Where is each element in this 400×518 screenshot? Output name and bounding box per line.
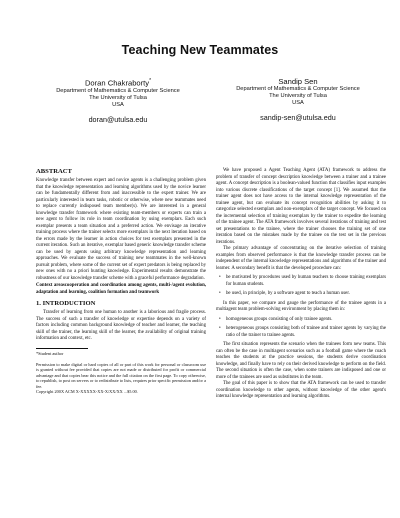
author-marker: * — [149, 78, 152, 84]
copyright-notice: Copyright 200X ACM X-XXXXX-XX-X/XX/XX ...$5.00. — [36, 388, 138, 394]
list-item: • be used, in principle, by a software agent to teach a human user. — [216, 291, 386, 298]
bullet-list — [216, 275, 386, 298]
author-block-2 — [208, 77, 388, 122]
introduction-text: Transfer of learning from one human to another is a laborious and fragile process. The success of such a transfer of knowledge or expertise depends on a variety of factors including common background knowledge of teacher and learner, the teaching skill of the trainer, the learning skill of the learner, the availability of original training information and context, etc. — [36, 310, 206, 341]
paper-title: Teaching New Teammates — [121, 43, 279, 57]
author-university: The University of Tulsa — [89, 94, 147, 101]
footnote-rule — [36, 348, 88, 349]
abstract-text: Knowledge transfer between expert and novice agents is a challenging problem given that the knowledge representation and learning algorithms used by the novice learner can be fundamentally different from and inaccessible to the expert trainer. We are particularly interested in team tasks, robotic or otherwise, where new teammates need to replace currently indisposed team member(s). We are interested in a general knowledge transfer framework where existing team-members or experts can train a new agent to follow its role in team coordination by using exemplars. Each such exemplar presents a team situation and a preferred action. We envisage an iterative training process where the trainer selects more exemplars in the next iteration based on the errors made by the learner in action choices for test exemplars presented in the current iteration. Such an iterative, exemplar based generic knowledge transfer scheme can be used by agents using arbitrary knowledge representation and learning approaches. We evaluate the success of training new teammates in the well-known pursuit problem, where some of the current set of expert predators is being replaced by new ones with no a priori hunting knowledge. Experimental results demonstrate the robustness of our knowledge transfer scheme with a graceful performance degradation. — [36, 178, 206, 281]
paragraph: We have proposed a Agent Teaching Agent (ATA) framework to address the problem of transfer of concept description knowledge between a trainer and a trainee agent. A concept description is a boolean-valued function that classifies input examples into various discrete classifications of the target concept [1]. We assumed that the trainer agent does not have access to the internal knowledge representation of the trainee agent, but can evaluate its concept recognition abilities by asking it to categorize selected exemplars and non-exemplars of the target concept. We focused on the incremental selection of training exemplars by the trainer to expedite the learning of the trainee agent. The ATA framework involves several iterations of training and test set presentations to the trainee, where the trainer chooses the training set of one iteration based on the mistakes made by the trainee on the test set in the previous iterations. — [216, 168, 386, 245]
paragraph: In this paper, we compare and gauge the performance of the trainee agents in a multiagent team problem-solving environment by placing them in: — [216, 300, 386, 312]
author-department: Department of Mathematics & Computer Science — [236, 86, 360, 92]
author-email: doran@utulsa.edu — [88, 114, 148, 124]
right-column — [216, 168, 386, 401]
list-item: • homogeneous groups consisting of only trainee agents. — [216, 317, 386, 324]
author-name: Sandip Sen — [278, 77, 318, 86]
abstract-heading: ABSTRACT — [36, 168, 72, 175]
author-block-1 — [28, 77, 208, 124]
list-item: • be motivated by procedures used by human teachers to choose training exemplars for human students. — [216, 275, 386, 288]
keywords: Context areascooperation and coordination among agents, multi-/agent evolution, adaptation and learning, coalition formation and teamwork — [36, 283, 206, 295]
author-country: USA — [292, 100, 304, 106]
author-name: Doran Chakraborty* — [84, 78, 152, 88]
list-item: • heterogeneous groups consisting both of trainee and trainer agents by varying the ratio of the trainer to trainee agents. — [216, 326, 386, 339]
bullet-list — [216, 317, 386, 340]
author-country: USA — [112, 101, 124, 108]
paragraph: The first situation represents the scenario when the trainees form new teams. This can often be the case in multiagent scenarios such as a football game where the coach teaches the students at the practice sessions, the students derive coordination knowledge, and finally have to rely on their derived knowledge to perform on the field. The second situation is often the case, when some trainers are indisposed and one or more of the trainees are used as substitutes in the team. — [216, 342, 386, 380]
introduction-heading: 1. INTRODUCTION — [36, 300, 96, 307]
left-column — [36, 168, 206, 394]
author-university: The University of Tulsa — [269, 93, 327, 99]
paragraph: The primary advantage of concentrating on the iterative selection of training examples from observed performance is that the knowledge transfer process can be independent of the internal knowledge representations and algorithms of the trainer and learner. A secondary benefit is that the developed procedure can: — [216, 246, 386, 271]
author-email: sandip-sen@utulsa.edu — [260, 113, 336, 122]
paragraph: The goal of this paper is to show that the ATA framework can be used to transfer coordination knowledge to other agents, without knowledge of the other agent's internal knowledge representation and learning algorithms. — [216, 381, 386, 399]
footnote: *Student author — [36, 350, 64, 356]
permission-notice: Permission to make digital or hard copies of all or part of this work for personal or classroom use is granted without fee provided that copies are not made or distributed for profit or commercial advantage and that copies bear this notice and the full citation on the first page. To copy otherwise, to republish, to post on servers or to redistribute to lists, requires prior specific permission and/or a fee. — [36, 361, 206, 389]
author-department: Department of Mathematics & Computer Science — [56, 87, 180, 94]
